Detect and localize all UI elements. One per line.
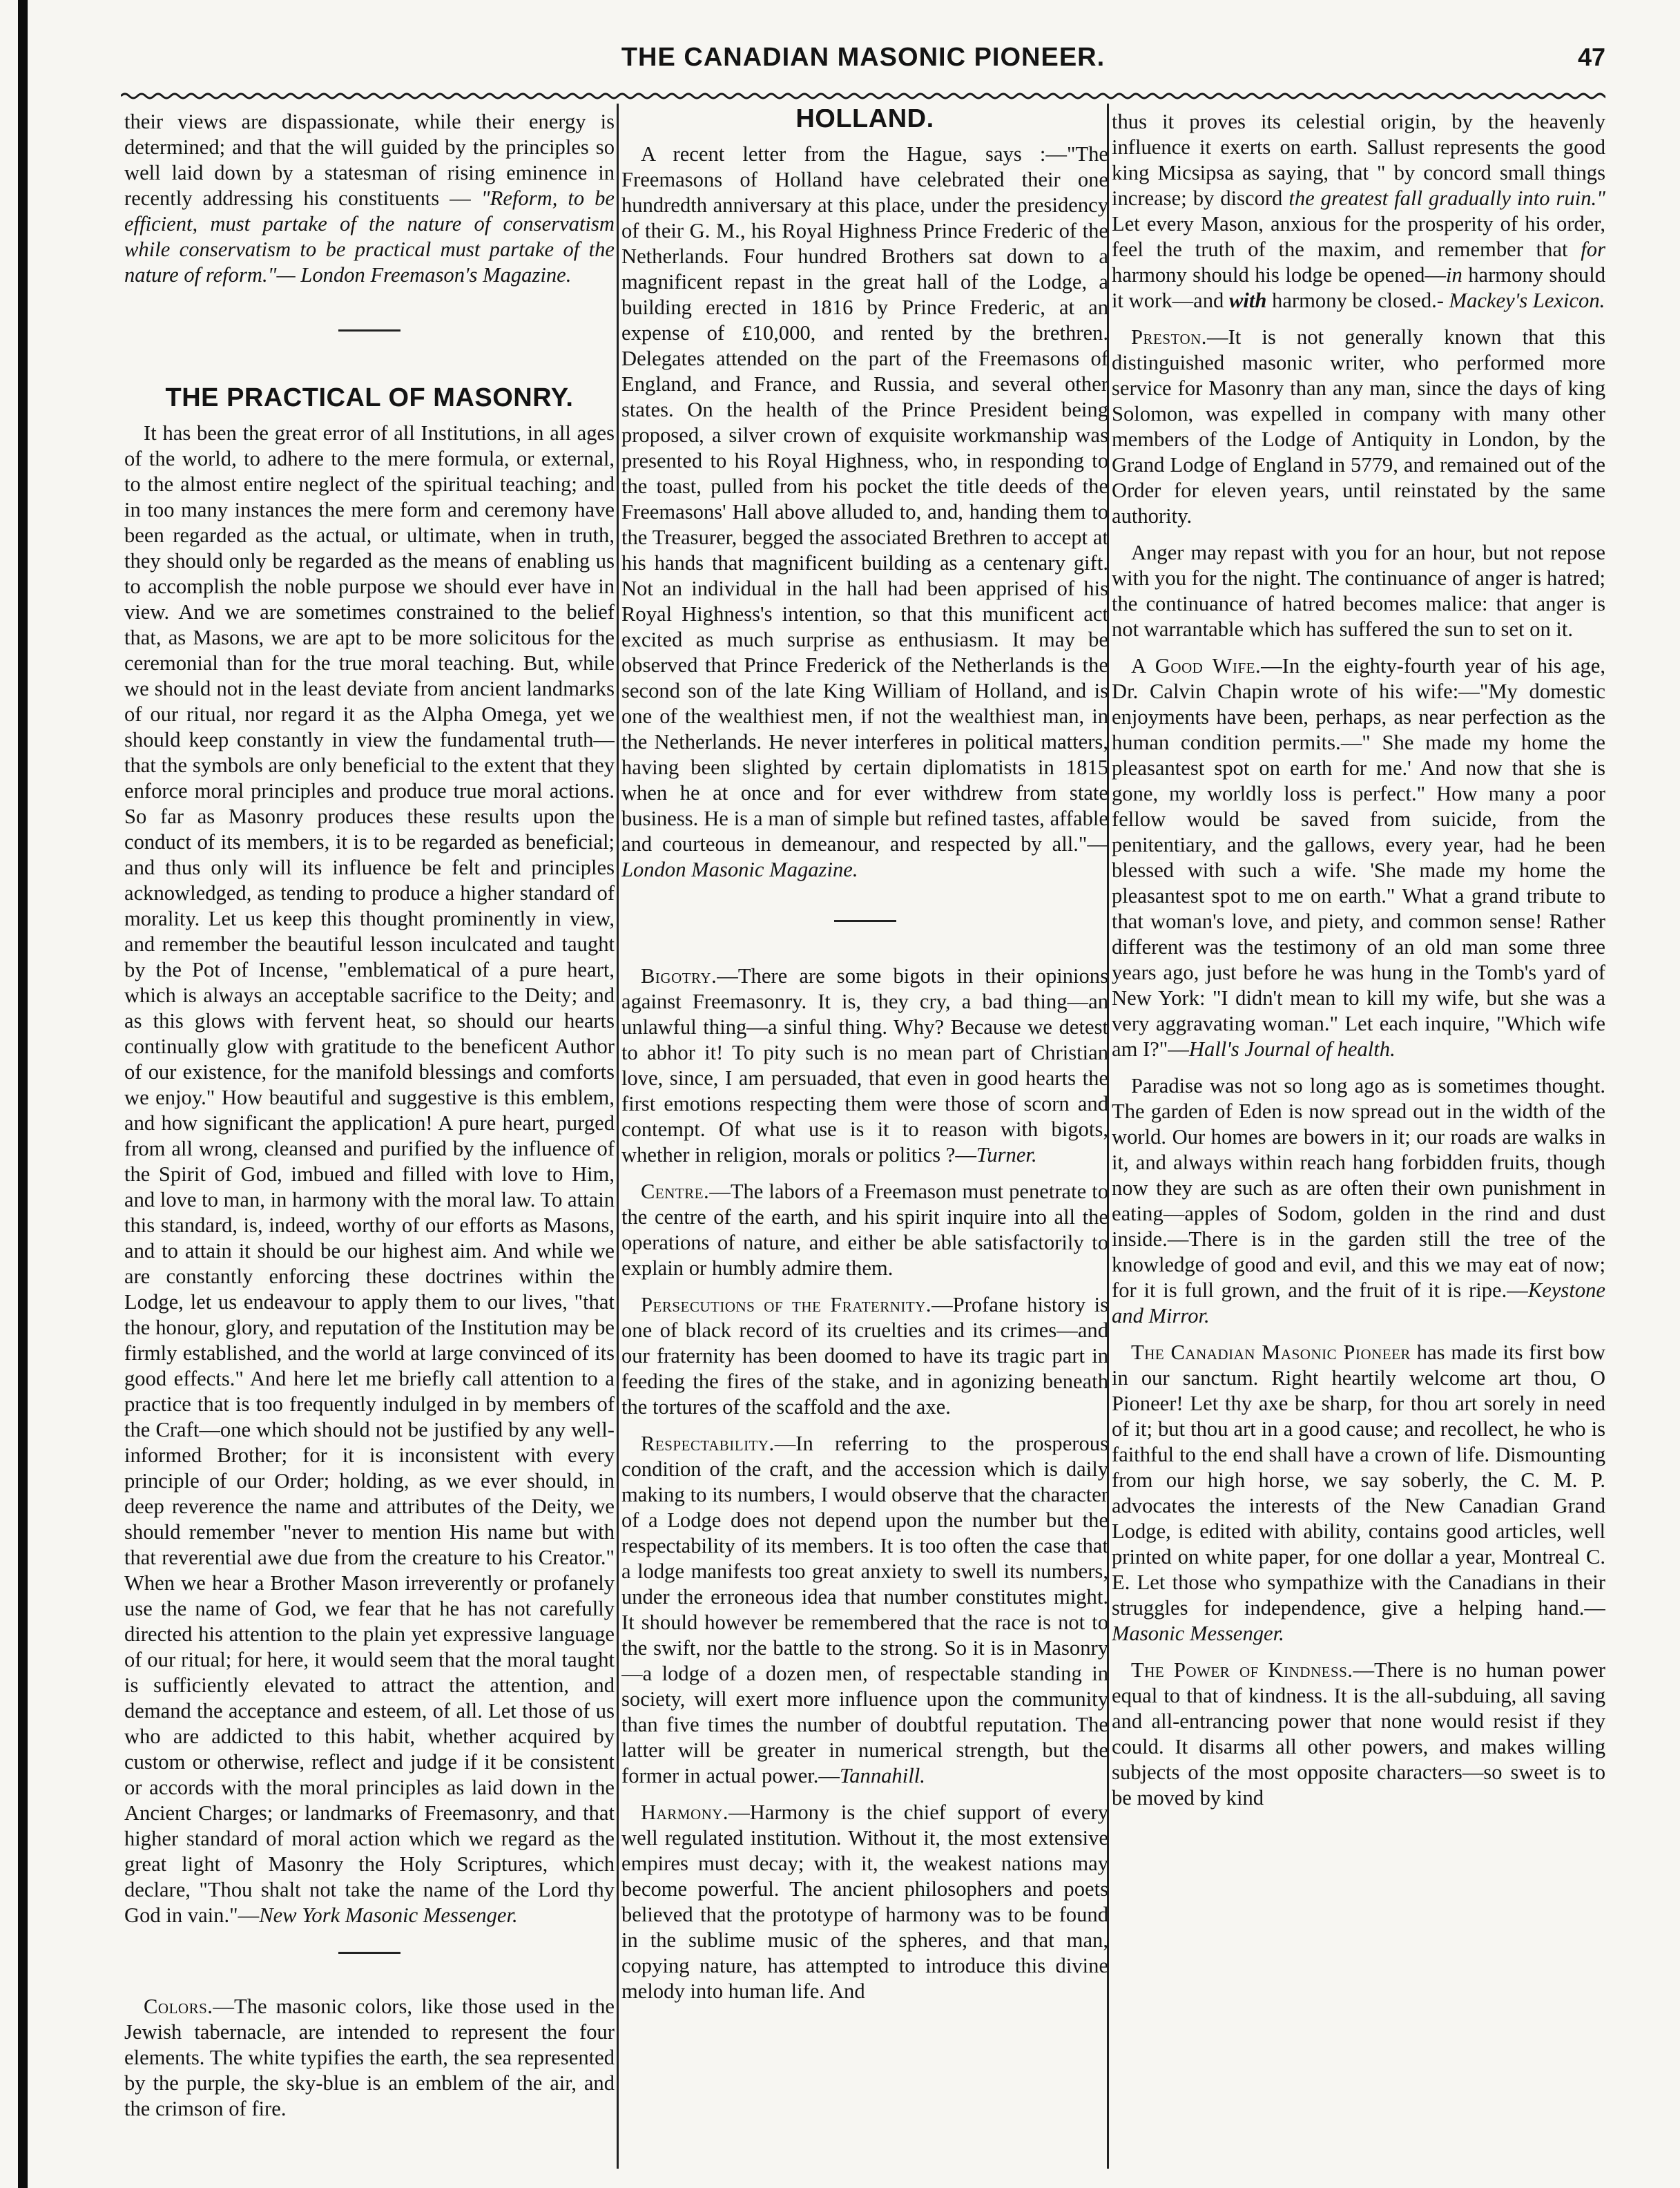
column-2 xyxy=(621,109,1108,2174)
source-credit: London Freemason's Magazine. xyxy=(300,263,572,287)
column-divider-1 xyxy=(617,104,619,2169)
item-colors: Colors.—The masonic colors, like those used in the Jewish tabernacle, are intended to represent the four elements. The white typifies the earth, the sea represented by the purple, the sky-blue is an emblem of the air, and the crimson of fire. xyxy=(124,1995,615,2120)
source-credit: New York Masonic Messenger. xyxy=(259,1903,518,1927)
section-separator xyxy=(338,329,400,332)
item-preston: Preston.—It is not generally known that this distinguished masonic writer, who performed more service for Masonry than any man, since the days of king Solomon, was expelled in company with many other members of the Lodge of Antiquity in London, by the Grand Lodge of England in 5779, and remained out of the Order for eleven years, until reinstated by the same authority. xyxy=(1112,325,1605,528)
source-credit: Turner. xyxy=(976,1143,1037,1167)
source-credit: London Masonic Magazine. xyxy=(621,858,858,881)
source-credit: Mackey's Lexicon. xyxy=(1449,289,1605,312)
article-body-practical: It has been the great error of all Institutions, in all ages of the world, to adhere to the mere formula, or external, to the almost entire neglect of the spiritual teaching; and in too many instances the mere form and ceremony have been regarded as the actual, or ultimate, when in truth, they should only be regarded as the means of enabling us to accomplish the noble purpose we should ever have in view. And we are sometimes constrained to the belief that, as Masons, we are apt to be more solicitous for the ceremonial than for the true moral teaching. But, while we should not in the least deviate from ancient landmarks of our ritual, nor regard it as the Alpha Omega, yet we should keep constantly in view the fundamental truth—that the symbols are only beneficial to the extent that they enforce moral principles and produce true moral actions. So far as Masonry produces these results upon the conduct of its members, it is to be regarded as beneficial; and thus only will its influence be felt and principles acknowledged, as tending to produce a higher standard of morality. Let us keep this thought prominently in view, and remember the beautiful lesson inculcated and taught by the Pot of Incense, "emblematical of a pure heart, which is always an acceptable sacrifice to the Deity; and as this glows with fervent heat, so should our hearts continually glow with gratitude to the beneficent Author of our existence, for the manifold blessings and comforts we enjoy." How beautiful and suggestive is this emblem, and how significant the application! A pure heart, purged from all wrong, cleansed and purified by the influence of the Spirit of God, imbued and filled with love to Him, and love to man, in harmony with the moral law. To attain this standard, is, indeed, worthy of our efforts as Masons, and to attain it should be our highest aim. And while we are constantly enforcing these doctrines within the Lodge, let us endeavour to apply them to our lives, "that the honour, glory, and reputation of the Institution may be firmly established, and the world at large convinced of its good effects." And here let me briefly call attention to a practice that is too frequently indulged in by members of the Craft—one which should not be justified by any well-informed Brother; for it is inconsistent with every principle of our Order; holding, as we ever should, in deep reverence the name and attributes of the Deity, we should remember "never to mention His name but with that reverential awe due from the creature to his Creator." When we hear a Brother Mason irreverently or profanely use the name of God, we fear that he has not carefully directed his attention to the plain yet expressive language of our ritual; for here, it would seem that the moral taught is sufficiently elevated to attract the attention, and demand the acceptance and esteem, of all. Let those of us who are addicted to this habit, whether acquired by custom or otherwise, reflect and judge if it be consistent or accords with the moral principles as laid down in the Ancient Charges; or landmarks of Freemasonry, and that higher standard of moral action which we regard as the great light of Masonry the Holy Scriptures, which declare, "Thou shalt not take the name of the Lord thy God in vain."—New York Masonic Messenger. xyxy=(124,421,615,1927)
source-credit: Keystone and Mirror. xyxy=(1112,1278,1605,1327)
source-credit: Hall's Journal of health. xyxy=(1188,1037,1396,1061)
item-bigotry: Bigotry.—There are some bigots in their opinions against Freemasonry. It is, they cry, a bad thing—an unlawful thing—a sinful thing. Why? Because we detest to abhor it! To pity such is no mean part of Christian love, since, I am persuaded, that even in good hearts the first emotions respecting them were those of scorn and contempt. Of what use is it to reason with bigots, whether in religion, morals or politics ?—Turner. xyxy=(621,964,1108,1167)
item-respectability: Respectability.—In referring to the prosperous condition of the craft, and the accession which is daily making to its numbers, I would observe that the character of a Lodge does not depend upon the number but the respectability of its members. It is too often the case that a lodge manifests too great anxiety to swell its numbers, under the erroneous idea that number constitutes might. It should however be remembered that the race is not to the swift, nor the battle to the strong. So it is in Masonry—a lodge of a dozen men, of respectable standing in society, will exert more influence upon the community than five times the number of doubtful reputation. The latter will be greater in numerical strength, but the former in actual power.—Tannahill. xyxy=(621,1432,1108,1787)
article-title-practical: THE PRACTICAL OF MASONRY. xyxy=(165,383,574,412)
column-1 xyxy=(124,109,615,2174)
item-harmony: Harmony.—Harmony is the chief support of every well regulated institution. Without it, the most extensive empires must decay; with it, the weakest nations may become powerful. The ancient philosophers and poets believed that the prototype of harmony was to be found in the sublime music of the spheres, and that man, copying nature, has attempted to introduce this divine melody into human life. And xyxy=(621,1801,1108,2003)
page-header xyxy=(121,43,1605,84)
running-title: THE CANADIAN MASONIC PIONEER. xyxy=(621,43,1105,72)
header-wavy-rule xyxy=(121,91,1605,101)
item-kindness: The Power of Kindness.—There is no human power equal to that of kindness. It is the all-subduing, all saving and all-entrancing power that none would resist if they could. It disarms all other powers, and makes willing subjects of the most opposite characters—so sweet is to be moved by kind xyxy=(1112,1658,1605,1810)
source-credit: Tannahill. xyxy=(840,1764,925,1787)
column-3 xyxy=(1112,109,1605,2174)
item-centre: Centre.—The labors of a Freemason must penetrate to the centre of the earth, and his spirit inquire into all the operations of nature, and either be able satisfactorily to explain or humbly admire them. xyxy=(621,1180,1108,1280)
item-persecutions: Persecutions of the Fraternity.—Profane history is one of black record of its cruelties and its crimes—and our fraternity has been doomed to have its tragic part in feeding the fires of the stake, and in agonizing beneath the tortures of the scaffold and the axe. xyxy=(621,1293,1108,1419)
section-separator xyxy=(834,920,896,922)
article-title-holland: HOLLAND. xyxy=(795,109,934,133)
page-number: 47 xyxy=(1577,43,1605,71)
item-anger: Anger may repast with you for an hour, but not repose with you for the night. The continuance of anger is hatred; the continuance of hatred becomes malice: that anger is not warrantable which has suffered the sun to set on it. xyxy=(1112,541,1605,641)
article-body-holland: A recent letter from the Hague, says :—"The Freemasons of Holland have celebrated their one hundredth anniversary at this place, under the presidency of their G. M., his Royal Highness Prince Frederic of the Netherlands. Four hundred Brothers sat down to a magnificent repast in the great hall of the Lodge, a building erected in 1816 by Prince Frederic, at an expense of £10,000, and rented by the brethren. Delegates attended on the part of the Freemasons of England, and France, and Russia, and several other states. On the health of the Prince President being proposed, a silver crown of exquisite workmanship was presented to his Royal Highness, who, in responding to the toast, pulled from his pocket the title deeds of the Freemasons' Hall above alluded to, and, handing them to the Treasurer, begged the associated Brethren to accept at his hands that magnificent building as a centenary gift. Not an individual in the hall had been apprised of his Royal Highness's intention, so that this munificent act excited as much surprise as enthusiasm. It may be observed that Prince Frederick of the Netherlands is the second son of the late King William of Holland, and is one of the wealthiest men, if not the wealthiest man, in the Netherlands. He never interferes in political matters, having been slighted by certain diplomatists in 1815 when he at once and for ever withdrew from state business. He is a man of simple but refined tastes, affable and courteous in demeanour, and respected by all."—London Masonic Magazine. xyxy=(621,142,1108,881)
item-good-wife: A Good Wife.—In the eighty-fourth year of his age, Dr. Calvin Chapin wrote of his wife:—"My domestic enjoyments have been, perhaps, as near perfection as the human condition permits.—" She made my home the pleasantest spot on earth for me.' And now that she is gone, my worldly loss is perfect." How many a poor fellow would be saved from suicide, from the penitentiary, and the gallows, every year, had he been blessed with such a wife. 'She made my home the pleasantest spot to me on earth." What a grand tribute to that woman's love, and piety, and common sense! Rather different was the testimony of an old man some three years ago, just before he was hung in the Tomb's yard of New York: "I didn't mean to kill my wife, but she was a very aggravating woman." Let each inquire, "Which wife am I?"—Hall's Journal of health. xyxy=(1112,654,1605,1061)
intro-continuation: their views are dispassionate, while their energy is determined; and that the will guided by the principles so well laid down by a statesman of rising eminence in recently addressing his constituents — "Reform, to be efficient, must partake of the nature of conservatism while conservatism to be practical must partake of the nature of reform."— London Freemason's Magazine. xyxy=(124,110,615,287)
harmony-continuation: thus it proves its celestial origin, by the heavenly influence it exerts on earth. Sallust represents the good king Micsipsa as saying, that " by concord small things increase; by discord the greatest fall gradually into ruin." Let every Mason, anxious for the prosperity of his order, feel the truth of the maxim, and remember that for harmony should his lodge be opened—in harmony should it work—and with harmony be closed.- Mackey's Lexicon. xyxy=(1112,110,1605,312)
item-pioneer: The Canadian Masonic Pioneer has made its first bow in our sanctum. Right heartily welcome art thou, O Pioneer! Let thy axe be sharp, for thou art sorely in need of it; but thou art in a good cause; and recollect, he who is faithful to the end shall have a crown of life. Dismounting from our high horse, we say soberly, the C. M. P. advocates the interests of the New Canadian Grand Lodge, is edited with ability, contains good articles, well printed on white paper, for one dollar a year, Montreal C. E. Let those who sympathize with the Canadians in their struggles for independence, give a helping hand.—Masonic Messenger. xyxy=(1112,1341,1605,1645)
page-edge-rule xyxy=(18,0,28,2188)
section-separator xyxy=(338,1952,400,1954)
item-paradise: Paradise was not so long ago as is sometimes thought. The garden of Eden is now spread out in the width of the world. Our homes are bowers in it; our roads are walks in it, and always within reach hang forbidden fruits, though now they are such as are often their own punishment in eating—apples of Sodom, golden in the rind and dust inside.—There is in the garden still the tree of the knowledge of good and evil, and this we may eat of now; for it is full grown, and the fruit of it is ripe.—Keystone and Mirror. xyxy=(1112,1074,1605,1327)
source-credit: Masonic Messenger. xyxy=(1112,1622,1284,1645)
